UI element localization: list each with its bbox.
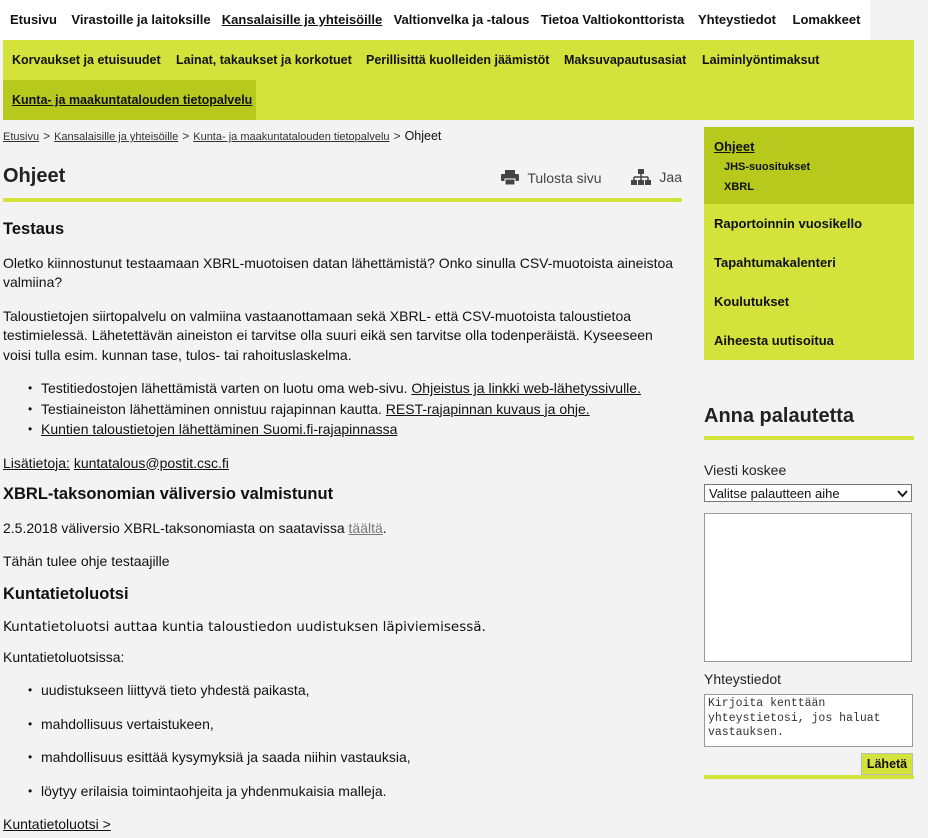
message-textarea[interactable] — [704, 513, 912, 662]
title-divider — [3, 198, 682, 202]
subnav-kuntatalous-label[interactable]: Kunta- ja maakuntatalouden tietopalvelu — [12, 93, 253, 107]
sidebar-item-koulutukset[interactable]: Koulutukset — [714, 294, 790, 309]
page-actions — [475, 169, 682, 188]
list-item: • löytyy erilaisia toimintaohjeita ja yhdenmukaisia malleja. — [41, 782, 683, 802]
kuntatietoluotsi-paragraph-2: Kuntatietoluotsissa: — [3, 648, 125, 665]
nav-yhteystiedot[interactable]: Yhteystiedot — [691, 0, 783, 40]
nav-valtionvelka[interactable]: Valtionvelka ja -talous — [389, 0, 534, 40]
testaus-list — [3, 379, 683, 440]
rest-api-link[interactable]: REST-rajapinnan kuvaus ja ohje. — [385, 400, 590, 417]
suomifi-link[interactable]: Kuntien taloustietojen lähettäminen Suomi.fi-rajapinnassa — [41, 421, 398, 437]
info-email-link[interactable]: kuntatalous@postit.csc.fi — [73, 454, 229, 471]
testaus-paragraph-1: Oletko kiinnostunut testaamaan XBRL-muotoisen datan lähettämistä? Onko sinulla CSV-muotoista aineistoa valmiina? — [3, 254, 674, 290]
xbrl-heading: XBRL-taksonomian väliversio valmistunut — [3, 485, 334, 503]
subnav-lainat[interactable]: Lainat, takaukset ja korkotuet — [176, 53, 352, 67]
list-item — [41, 400, 683, 420]
bullet2-text: Testiaineiston lähettäminen onnistuu rajapinnan kautta. — [41, 400, 386, 417]
web-upload-link[interactable]: Ohjeistus ja linkki web-lähetyssivulle. — [411, 380, 641, 396]
breadcrumb-separator: > — [43, 129, 51, 143]
sidebar-subitem-xbrl[interactable]: XBRL — [724, 181, 754, 193]
subnav-maksuvapautus[interactable]: Maksuvapautusasiat — [564, 53, 687, 67]
print-button[interactable] — [501, 170, 601, 186]
ohje-paragraph: Tähän tulee ohje testaajille — [3, 553, 170, 569]
breadcrumb-separator: > — [393, 129, 401, 143]
topic-label: Viesti koskee — [704, 462, 787, 478]
sidebar-open-section — [704, 127, 914, 204]
sidebar-item-tapahtumakalenteri[interactable]: Tapahtumakalenteri — [714, 255, 836, 270]
main-content — [3, 214, 683, 835]
contact-label: Yhteystiedot — [704, 671, 782, 687]
topic-select[interactable] — [704, 484, 912, 502]
share-label[interactable]: Jaa — [659, 169, 682, 185]
breadcrumb-separator: > — [182, 129, 190, 143]
printer-icon — [501, 170, 519, 185]
kuntatietoluotsi-paragraph-1: Kuntatietoluotsi auttaa kuntia taloustiedon uudistuksen läpiviemisessä. — [3, 619, 486, 635]
contact-textarea[interactable]: Kirjoita kenttään yhteystietosi, jos haluat vastauksen. — [704, 694, 913, 747]
testaus-heading: Testaus — [3, 220, 65, 238]
list-item — [41, 379, 683, 399]
subnav-perillisitta[interactable]: Perillisittä kuolleiden jäämistöt — [366, 53, 550, 67]
info-label[interactable]: Lisätietoja: — [3, 454, 70, 471]
topic-select-value: Valitse palautteen aihe — [709, 486, 840, 501]
sidebar-item-vuosikello[interactable]: Raportoinnin vuosikello — [714, 216, 863, 231]
page-title: Ohjeet — [3, 165, 66, 187]
feedback-bottom-divider — [704, 775, 914, 779]
xbrl-period: . — [382, 519, 387, 536]
list-item: • mahdollisuus vertaistukeen, — [41, 715, 683, 735]
xbrl-download-link[interactable]: täältä — [348, 519, 383, 536]
breadcrumb-kansalaisille[interactable]: Kansalaisille ja yhteisöille — [54, 131, 179, 143]
breadcrumb — [3, 129, 441, 143]
nav-tietoa[interactable]: Tietoa Valtiokonttorista — [534, 0, 691, 40]
bullet1-text: Testitiedostojen lähettämistä varten on luotu oma web-sivu. — [41, 380, 412, 396]
sidebar-navigation — [704, 127, 914, 360]
kuntatietoluotsi-link[interactable]: Kuntatietoluotsi > — [3, 816, 111, 832]
share-button[interactable] — [631, 169, 682, 185]
kuntatietoluotsi-link-line — [3, 815, 683, 835]
feedback-title: Anna palautetta — [704, 405, 855, 427]
breadcrumb-current: Ohjeet — [404, 129, 442, 143]
sub-navigation — [3, 40, 914, 120]
breadcrumb-kuntatalous[interactable]: Kunta- ja maakuntatalouden tietopalvelu — [193, 131, 390, 143]
chevron-down-icon — [897, 485, 908, 509]
list-item: • mahdollisuus esittää kysymyksiä ja saada niihin vastauksia, — [41, 748, 683, 768]
kuntatietoluotsi-list — [3, 681, 683, 801]
print-label[interactable]: Tulosta sivu — [527, 169, 602, 186]
testaus-paragraph-2: Taloustietojen siirtopalvelu on valmiina vastaanottamaan sekä XBRL- että CSV-muotoista taloustietoa testimielessä. Lähetettävän aineiston ei tarvitse olla suuri eikä sen tarvitse olla todenperäistä. Kyseeseen voisi tulla esim. kunnan tase, tulos- tai rahoituslaskelma. — [3, 307, 653, 363]
nav-kansalaisille[interactable]: Kansalaisille ja yhteisöille — [215, 0, 389, 40]
xbrl-text: 2.5.2018 väliversio XBRL-taksonomiasta on saatavissa — [3, 519, 349, 536]
nav-lomakkeet[interactable]: Lomakkeet — [783, 0, 870, 40]
list-item: • uudistukseen liittyvä tieto yhdestä paikasta, — [41, 681, 683, 701]
info-line — [3, 454, 683, 474]
share-icon — [631, 169, 651, 185]
send-button[interactable]: Lähetä — [861, 753, 913, 775]
kuntatietoluotsi-heading: Kuntatietoluotsi — [3, 584, 129, 603]
feedback-divider — [704, 436, 914, 440]
nav-virastoille[interactable]: Virastoille ja laitoksille — [67, 0, 215, 40]
subnav-kuntatalous-active[interactable] — [3, 80, 256, 120]
sidebar-item-uutisoitua[interactable]: Aiheesta uutisoitua — [714, 333, 834, 348]
sidebar-subitem-jhs[interactable]: JHS-suositukset — [724, 161, 811, 173]
list-item — [41, 420, 683, 440]
sidebar-item-ohjeet[interactable]: Ohjeet — [714, 139, 755, 154]
subnav-korvaukset[interactable]: Korvaukset ja etuisuudet — [12, 53, 161, 67]
subnav-laiminlyonti[interactable]: Laiminlyöntimaksut — [702, 53, 820, 67]
xbrl-paragraph — [3, 519, 683, 539]
breadcrumb-etusivu[interactable]: Etusivu — [3, 131, 40, 143]
top-navigation — [0, 0, 928, 40]
nav-etusivu[interactable]: Etusivu — [0, 0, 67, 40]
